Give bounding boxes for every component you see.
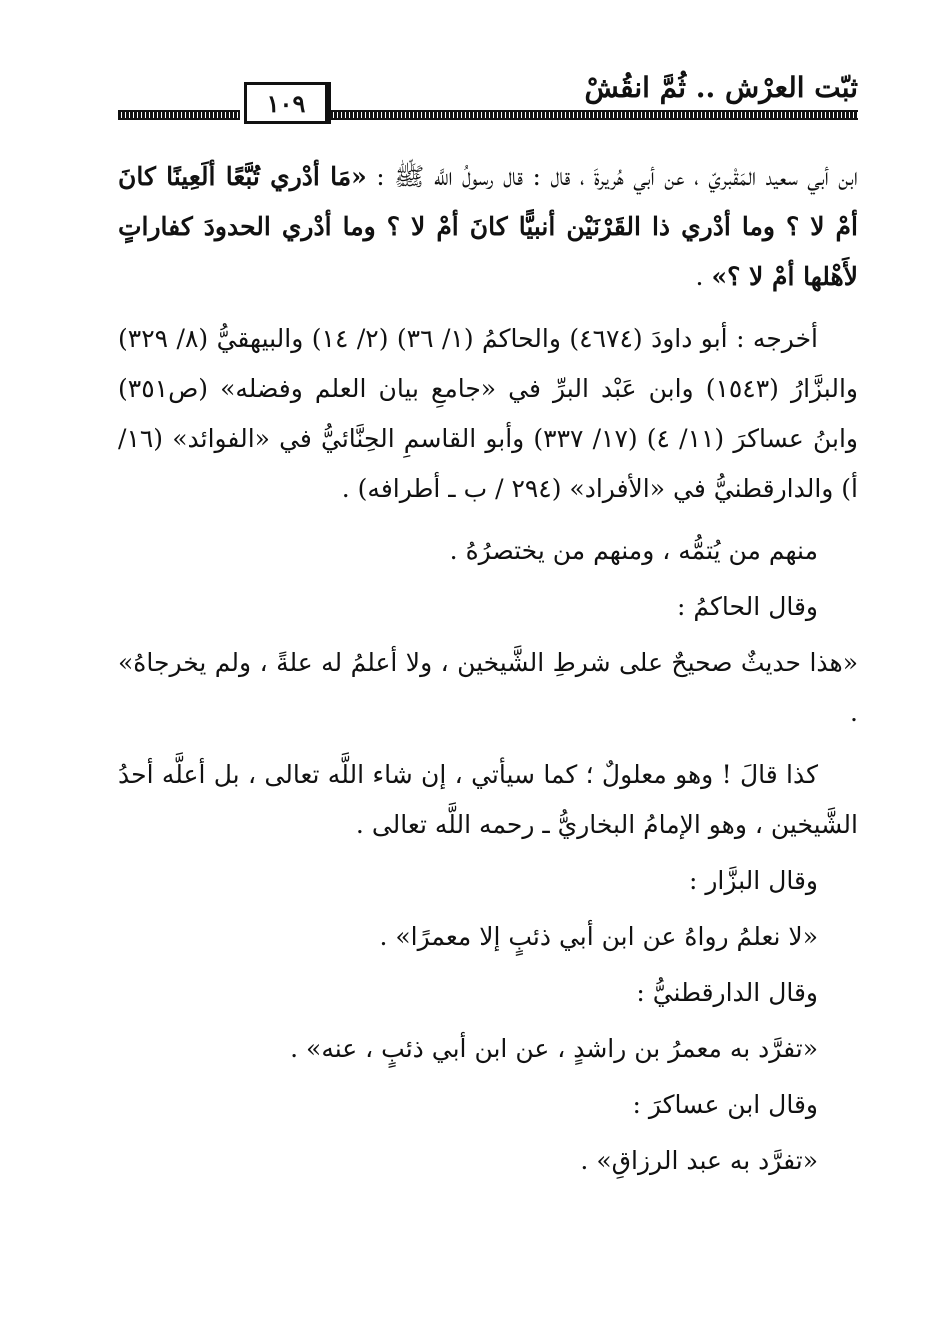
paragraph-daraqutni-intro: وقال الدارقطنيُّ :	[636, 978, 818, 1007]
header-rule-left	[118, 110, 240, 120]
paragraph-hakim-quote: «هذا حديثٌ صحيحٌ على شرطِ الشَّيخين ، ولا أعلمُ له علةً ، ولم يخرجاهُ» .	[118, 648, 858, 727]
hadith-quote: «مَا أدْري تُبَّعًا ألَعِينًا كانَ أمْ لا ؟ وما أدْري ذا القَرْنَيْن أنبيًّا كانَ أمْ لا ؟ وما أدْري الحدودَ كفاراتٍ لأَهْلها أمْ لا ؟»	[118, 162, 858, 291]
paragraph-hadith	[118, 152, 858, 302]
paragraph-takhrij: أخرجه : أبو داودَ (٤٦٧٤) والحاكمُ (١/ ٣٦) (٢/ ١٤) والبيهقيُّ (٨/ ٣٢٩) والبزَّارُ (١٥٤٣) وابن عَبْد البرِّ في «جامعِ بيان العلم وفضله» (ص٣٥١) وابنُ عساكرَ (١١/ ٤) (١٧/ ٣٣٧) وأبو القاسمِ الحِنَّائيُّ في «الفوائد» (١٦/ أ) والدارقطنيُّ في «الأفراد» (٢٩٤ / ب ـ أطرافه) .	[118, 324, 859, 503]
paragraph-hakim-intro: وقال الحاكمُ :	[677, 592, 818, 621]
paragraph-comment: كذا قالَ ! وهو معلولٌ ؛ كما سيأتي ، إن شاء اللَّه تعالى ، بل أعلَّه أحدُ الشَّيخين ، وهو الإمامُ البخاريُّ ـ رحمه اللَّه تعالى .	[118, 760, 858, 839]
paragraph-asakir-intro: وقال ابن عساكرَ :	[632, 1090, 818, 1119]
header-rule-right	[330, 110, 858, 120]
paragraph-versions: منهم من يُتمُّه ، ومنهم من يختصرُهُ .	[449, 536, 818, 565]
page-body	[118, 152, 858, 1192]
hadith-chain: ابن أبي سعيد المَقْبريّ ، عن أبي هُريرةَ ، قال : قال رسولُ اللَّه ﷺ :	[366, 162, 858, 191]
paragraph-bazzar-quote: «لا نعلمُ رواهُ عن ابن أبي ذئبٍ إلا معمرًا» .	[379, 922, 818, 951]
hadith-end: .	[695, 262, 712, 291]
paragraph-daraqutni-quote: «تفرَّد به معمرُ بن راشدٍ ، عن ابن أبي ذئبٍ ، عنه» .	[290, 1034, 818, 1063]
page-number: ١٠٩	[244, 82, 331, 124]
paragraph-bazzar-intro: وقال البزَّار :	[688, 866, 818, 895]
paragraph-asakir-quote: «تفرَّد به عبد الرزاقِ» .	[580, 1146, 818, 1175]
running-title: ثبّت العرْش .. ثُمَّ انقُشْ	[584, 71, 858, 104]
page-header	[118, 68, 858, 124]
